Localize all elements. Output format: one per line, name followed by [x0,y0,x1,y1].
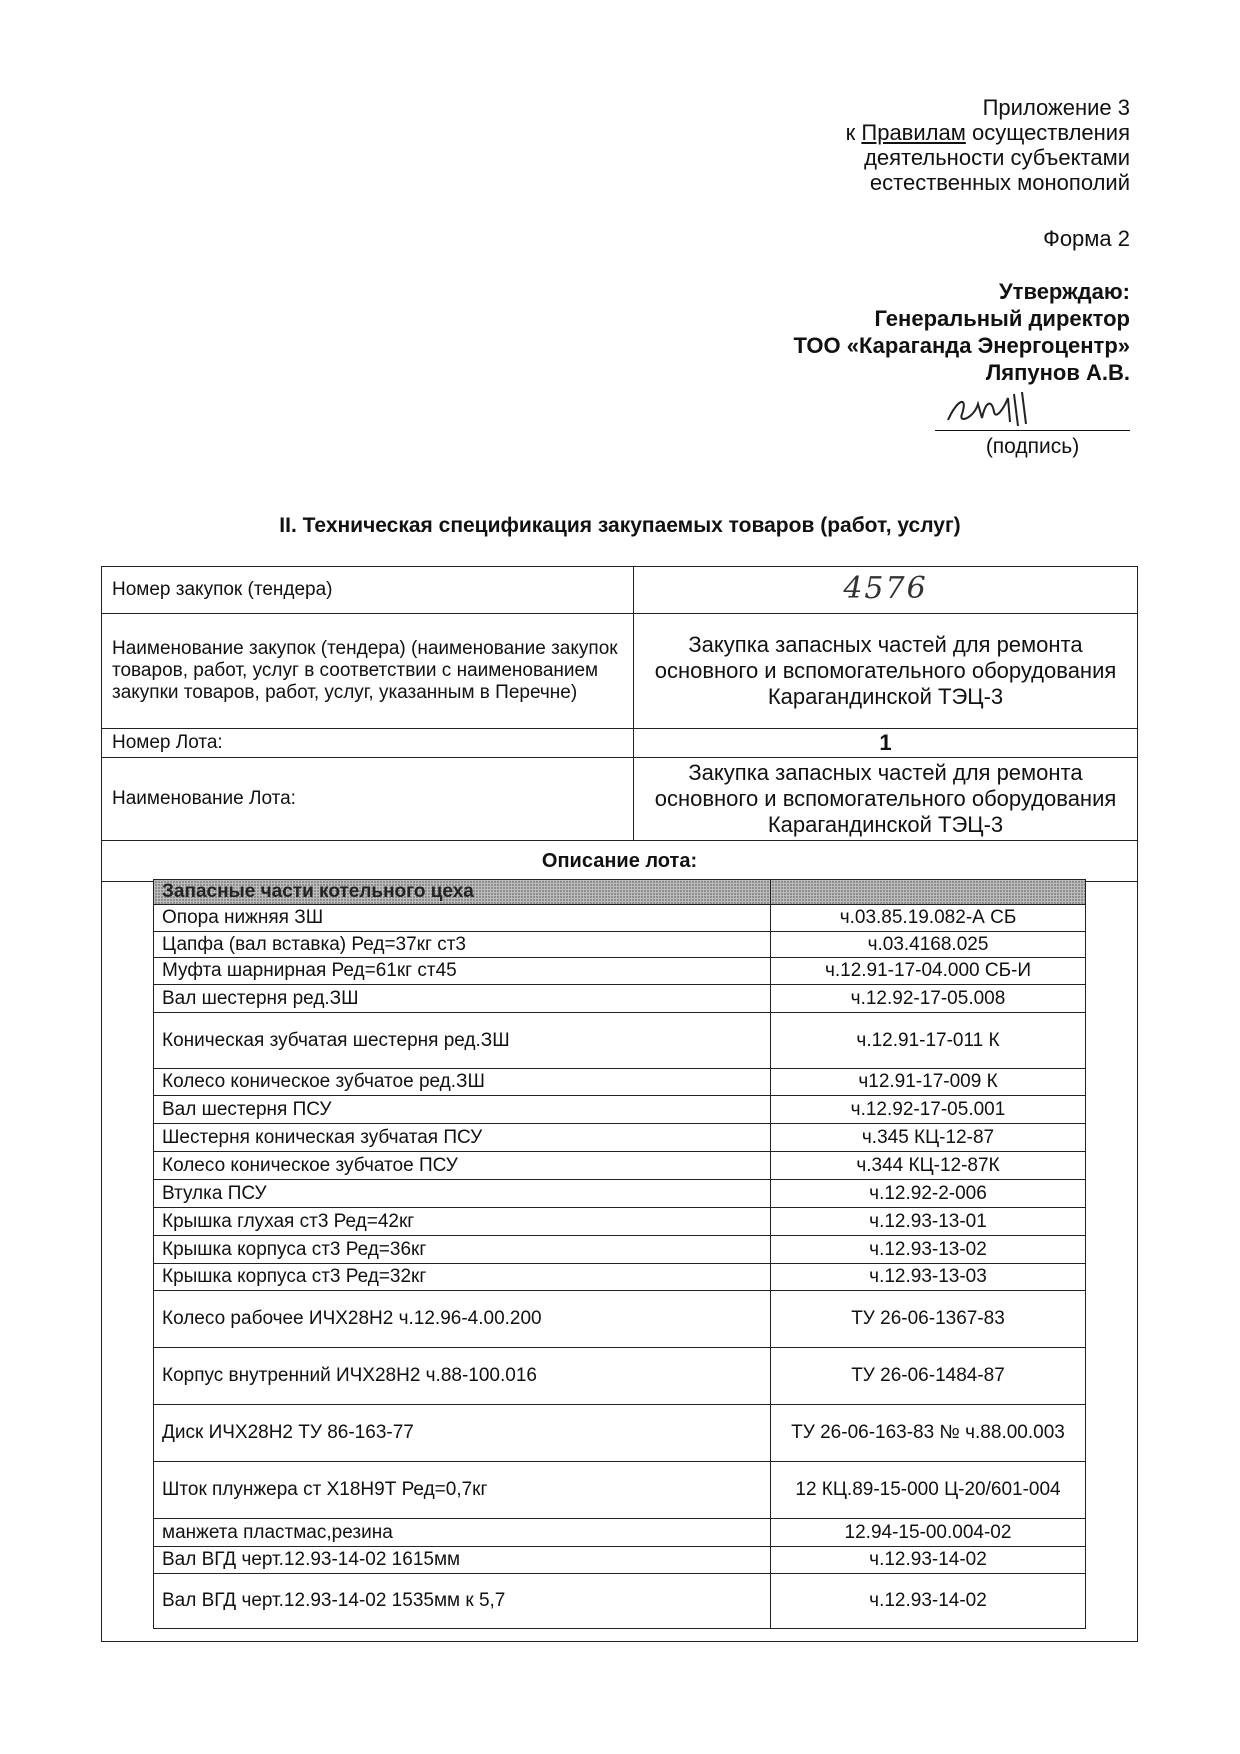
appendix-line-3: деятельности субъектами [864,145,1130,170]
spec-row-tender-number [102,567,1138,614]
part-code: ч.12.91-17-04.000 СБ-И [771,958,1086,985]
part-name: Крышка корпуса ст3 Ред=32кг [154,1264,771,1291]
table-row [154,1547,1086,1574]
approval-block [610,278,1130,386]
parts-table [153,879,1086,1629]
appendix-line-2-suffix: осуществления [971,120,1130,145]
table-row [154,1180,1086,1208]
approval-line-1: Утверждаю: [999,279,1130,304]
part-name: Втулка ПСУ [154,1180,771,1208]
part-code: ч.12.92-2-006 [771,1180,1086,1208]
part-name: Колесо рабочее ИЧХ28Н2 ч.12.96-4.00.200 [154,1291,771,1348]
lot-number-value: 1 [634,729,1138,758]
part-code: ТУ 26-06-1367-83 [771,1291,1086,1348]
part-name: Вал ВГД черт.12.93-14-02 1615мм [154,1547,771,1574]
approval-line-4: Ляпунов А.В. [985,360,1130,385]
spec-row-lot-name [102,758,1138,841]
signature-area [935,390,1130,460]
table-row [154,1405,1086,1462]
part-name: Крышка глухая ст3 Ред=42кг [154,1208,771,1236]
part-code: 12 КЦ.89-15-000 Ц-20/601-004 [771,1462,1086,1519]
part-code: ч.03.85.19.082-А СБ [771,905,1086,932]
table-row [154,1152,1086,1180]
part-name: Коническая зубчатая шестерня ред.ЗШ [154,1013,771,1069]
table-row [154,1519,1086,1547]
lot-number-label: Номер Лота: [102,729,634,758]
lot-description-label: Описание лота: [102,841,1138,882]
part-name: манжета пластмас,резина [154,1519,771,1547]
part-name: Шток плунжера ст Х18Н9Т Ред=0,7кг [154,1462,771,1519]
part-name: Опора нижняя ЗШ [154,905,771,932]
tender-name-value: Закупка запасных частей для ремонта основного и вспомогательного оборудования Карагандинской ТЭЦ-3 [634,614,1138,729]
table-row [154,1264,1086,1291]
part-name: Крышка корпуса ст3 Ред=36кг [154,1236,771,1264]
part-code: ч.344 КЦ-12-87К [771,1152,1086,1180]
tender-name-label: Наименование закупок (тендера) (наименование закупок товаров, работ, услуг в соответствии с наименованием закупки товаров, работ, услуг, указанным в Перечне) [102,614,634,729]
table-row [154,1291,1086,1348]
spec-table [101,566,1138,882]
parts-section-header-blank [771,880,1086,905]
spec-row-tender-name [102,614,1138,729]
part-code: ч.12.93-13-03 [771,1264,1086,1291]
table-row [154,1462,1086,1519]
part-code: ч.03.4168.025 [771,932,1086,958]
part-code: ч.12.93-13-02 [771,1236,1086,1264]
rules-link[interactable]: Правилам [861,120,966,145]
part-code: ч12.91-17-009 К [771,1069,1086,1096]
table-row [154,1124,1086,1152]
table-row [154,1574,1086,1629]
part-code: 12.94-15-00.004-02 [771,1519,1086,1547]
appendix-line-4: естественных монополий [869,170,1130,195]
part-name: Колесо коническое зубчатое ред.ЗШ [154,1069,771,1096]
signature-line [935,430,1130,431]
part-code: ч.12.93-13-01 [771,1208,1086,1236]
form-label: Форма 2 [1043,226,1130,251]
part-name: Корпус внутренний ИЧХ28Н2 ч.88-100.016 [154,1348,771,1405]
approval-line-2: Генеральный директор [874,306,1130,331]
table-row [154,1208,1086,1236]
part-code: ч.12.92-17-05.008 [771,985,1086,1013]
tender-number-value: 4576 [843,571,928,606]
part-code: ч.12.92-17-05.001 [771,1096,1086,1124]
parts-section-header-row [154,880,1086,905]
part-name: Муфта шарнирная Ред=61кг ст45 [154,958,771,985]
spec-row-lot-description [102,841,1138,882]
page-title: II. Техническая спецификация закупаемых товаров (работ, услуг) [279,514,961,537]
tender-number-label: Номер закупок (тендера) [102,567,634,614]
part-name: Цапфа (вал вставка) Ред=37кг ст3 [154,932,771,958]
appendix-line-2 [710,120,1130,145]
approval-line-3: ТОО «Караганда Энергоцентр» [793,333,1130,358]
part-code: ч.12.93-14-02 [771,1547,1086,1574]
table-row [154,985,1086,1013]
part-code: ч.12.93-14-02 [771,1574,1086,1629]
part-code: ТУ 26-06-163-83 № ч.88.00.003 [771,1405,1086,1462]
table-row [154,1348,1086,1405]
table-row [154,1069,1086,1096]
handwritten-signature [940,382,1050,430]
part-name: Шестерня коническая зубчатая ПСУ [154,1124,771,1152]
appendix-line-2-prefix: к [845,120,856,145]
table-row [154,1013,1086,1069]
appendix-header [710,95,1130,195]
table-row [154,1236,1086,1264]
tender-number-cell [634,567,1138,614]
table-row [154,905,1086,932]
part-name: Диск ИЧХ28Н2 ТУ 86-163-77 [154,1405,771,1462]
signature-caption: (подпись) [985,435,1080,458]
table-row [154,932,1086,958]
part-name: Вал ВГД черт.12.93-14-02 1535мм к 5,7 [154,1574,771,1629]
part-code: ч.345 КЦ-12-87 [771,1124,1086,1152]
lot-name-value: Закупка запасных частей для ремонта основного и вспомогательного оборудования Карагандинской ТЭЦ-3 [634,758,1138,841]
part-code: ТУ 26-06-1484-87 [771,1348,1086,1405]
lot-name-label: Наименование Лота: [102,758,634,841]
table-row [154,1096,1086,1124]
spec-row-lot-number [102,729,1138,758]
part-name: Колесо коническое зубчатое ПСУ [154,1152,771,1180]
parts-section-header: Запасные части котельного цеха [154,880,771,905]
part-name: Вал шестерня ред.ЗШ [154,985,771,1013]
part-code: ч.12.91-17-011 К [771,1013,1086,1069]
part-name: Вал шестерня ПСУ [154,1096,771,1124]
appendix-line-1: Приложение 3 [982,95,1130,120]
table-row [154,958,1086,985]
